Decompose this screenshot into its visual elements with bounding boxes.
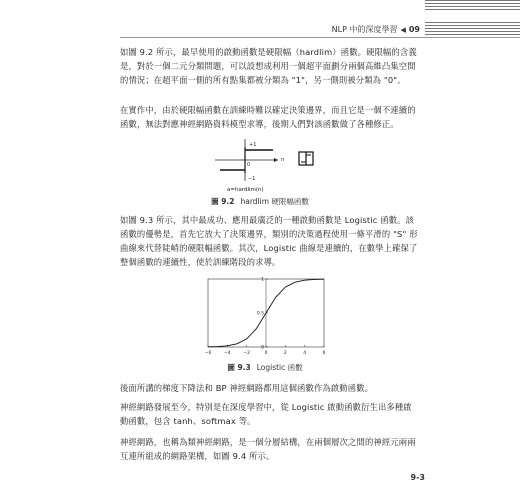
hardlim-step-symbol-icon xyxy=(299,152,313,165)
label-plus-one: +1 xyxy=(249,142,257,148)
y-tick-label: 0.5 xyxy=(256,311,264,317)
x-tick-label: 4 xyxy=(303,351,307,356)
paragraph-gradient: 後面所講的梯度下降法和 BP 神經網路都用這個函數作為啟動函數。 xyxy=(120,383,374,393)
x-tick-label: 6 xyxy=(322,351,326,356)
paragraph-derived: 神經網路發展至今，特別是在深度學習中，從 Logistic 啟動函數衍生出多種啟動函數，包含 tanh、softmax 等。 xyxy=(120,402,412,426)
caption-text: hardlim 硬限幅函數 xyxy=(240,197,309,206)
y-tick-label: 1 xyxy=(261,277,264,283)
paragraph-network: 神經網路，也稱為類神經網路，是一個分層結構，在兩個層次之間的神經元兩兩互連所組成的網路架構，如圖 9.4 所示。 xyxy=(120,437,416,461)
y-tick-label: 0 xyxy=(261,345,264,351)
triangle-icon: ◀ xyxy=(400,26,406,34)
logistic-chart xyxy=(200,275,332,359)
chapter-title: NLP 中的深度學習 xyxy=(331,25,398,34)
caption-text: Logistic 函數 xyxy=(256,363,303,372)
paragraph-hardlim-intro: 如圖 9.2 所示，最早使用的啟動函數是硬限幅（hardlim）函數。硬限幅的含義是，對於一個二元分類問題，可以設想成利用一個超平面劃分兩個高維凸集空間的情況；在超平面一側的所有點集都被分類為 "1"，另一側則被分類為 "0"。 xyxy=(120,47,417,85)
x-tick-label: −4 xyxy=(224,351,231,356)
page-folio: 9-3 xyxy=(410,473,425,482)
caption-number: 圖 9.2 xyxy=(211,197,235,206)
x-tick-label: −2 xyxy=(243,351,250,356)
paragraph-logistic: 如圖 9.3 所示，其中最成功、應用最廣泛的一種啟動函數是 Logistic 函數。該函數的優勢是，首先它放大了決策邊界，類別的決策過程使用一條平滑的 "S" 形曲線來代替陡峭的硬限幅函數。其次，Logistic 曲線是連續的，在數學上確保了整個函數的連續性，使於訓練階段的求導。 xyxy=(120,215,418,267)
x-tick-label: −6 xyxy=(204,351,212,356)
figure-caption-9-2 xyxy=(0,196,520,207)
label-origin: 0 xyxy=(247,162,251,168)
figure-caption-9-3 xyxy=(0,362,520,373)
hardlim-formula: a=hardlim(n) xyxy=(227,187,264,193)
label-n: n xyxy=(281,157,285,163)
paragraph-hardlim-issue: 在實作中，由於硬限幅函數在訓練時難以確定決策邊界，而且它是一個不連續的函數，無法對應神經網路資料模型求導，後期人們對該函數做了各種修正。 xyxy=(120,105,416,129)
top-stripe-decoration xyxy=(425,0,520,12)
x-axis-arrow-icon xyxy=(274,158,278,162)
running-header xyxy=(332,24,420,35)
caption-number: 圖 9.3 xyxy=(227,363,251,372)
header-rule xyxy=(120,37,520,38)
header-stripe-decoration xyxy=(425,22,520,36)
x-tick-label: 0 xyxy=(264,351,268,356)
chapter-number: 09 xyxy=(408,25,420,34)
x-tick-label: 2 xyxy=(283,351,287,356)
label-minus-one: −1 xyxy=(248,176,256,182)
hardlim-figure xyxy=(215,135,345,197)
